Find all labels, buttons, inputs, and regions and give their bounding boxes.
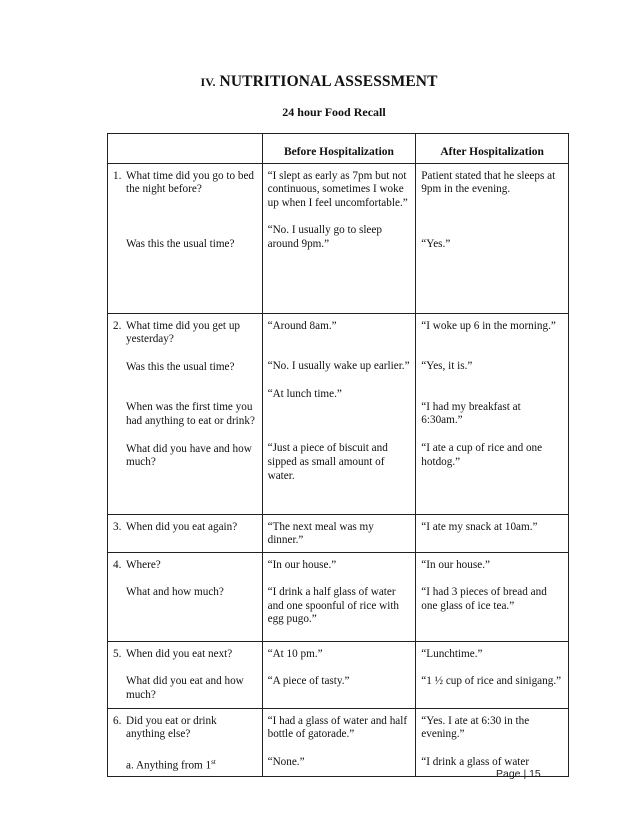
question-number: 6. xyxy=(113,714,122,727)
answer-text: “I ate a cup of rice and one hotdog.” xyxy=(421,441,543,468)
answer-text: “I ate my snack at 10am.” xyxy=(421,520,538,533)
header-after: After Hospitalization xyxy=(416,134,569,164)
table-row xyxy=(108,313,569,514)
food-recall-table xyxy=(107,133,569,777)
question-cell xyxy=(108,641,263,708)
section-title-text: NUTRITIONAL ASSESSMENT xyxy=(219,73,438,90)
answer-text: “Yes.” xyxy=(421,237,451,250)
question-text-part: a. Anything from 1 xyxy=(126,759,212,772)
answer-text: “I had my breakfast at 6:30am.” xyxy=(421,400,521,427)
after-cell xyxy=(416,552,569,641)
table-row xyxy=(108,708,569,777)
header-question xyxy=(108,134,263,164)
answer-text: “In our house.” xyxy=(421,558,490,571)
answer-text: “I had 3 pieces of bread and one glass of ice tea.” xyxy=(421,586,547,612)
answer-text: “I had a glass of water and half bottle of gatorade.” xyxy=(267,714,408,741)
after-cell xyxy=(416,708,569,777)
answer-text: “I woke up 6 in the morning.” xyxy=(421,319,556,332)
question-text: When did you eat again? xyxy=(126,520,238,533)
question-text: What and how much? xyxy=(126,586,224,599)
question-cell xyxy=(108,514,263,552)
question-text: What did you eat and how much? xyxy=(126,675,244,701)
answer-text: “A piece of tasty.” xyxy=(267,675,350,688)
before-cell xyxy=(262,552,416,641)
question-number: 5. xyxy=(113,647,122,660)
question-cell xyxy=(108,313,263,514)
question-cell xyxy=(108,552,263,641)
answer-text: “I drink a half glass of water and one spoonful of rice with egg pugo.” xyxy=(267,586,400,626)
page-number: Page | 15 xyxy=(496,768,541,780)
answer-text: “Around 8am.” xyxy=(267,319,337,332)
question-text: Was this the usual time? xyxy=(126,360,235,373)
answer-text: “I drink a glass of water xyxy=(421,755,530,768)
question-text: Did you eat or drink anything else? xyxy=(126,714,217,741)
header-row xyxy=(108,134,569,164)
answer-text: “No. I usually wake up earlier.” xyxy=(267,360,410,373)
after-cell xyxy=(416,514,569,552)
question-text xyxy=(113,756,257,773)
before-cell xyxy=(262,708,416,777)
question-cell xyxy=(108,708,263,777)
after-cell xyxy=(416,163,569,313)
before-cell xyxy=(262,514,416,552)
answer-text: “Lunchtime.” xyxy=(421,647,483,660)
before-cell xyxy=(262,163,416,313)
question-cell xyxy=(108,163,263,313)
ordinal-suffix: st xyxy=(211,757,216,766)
question-text: Where? xyxy=(126,558,161,571)
question-text: When did you eat next? xyxy=(126,647,233,660)
question-number: 4. xyxy=(113,558,122,571)
after-cell xyxy=(416,313,569,514)
table-row xyxy=(108,552,569,641)
answer-text: “Yes. I ate at 6:30 in the evening.” xyxy=(421,714,530,741)
question-text: What did you have and how much? xyxy=(126,442,252,469)
answer-text: Patient stated that he sleeps at 9pm in the evening. xyxy=(421,169,556,196)
table-row xyxy=(108,641,569,708)
answer-text: “At 10 pm.” xyxy=(267,647,323,660)
answer-text: “I slept as early as 7pm but not continuous, sometimes I woke up when I feel uncomfortable.” xyxy=(267,169,408,209)
answer-text: “Yes, it is.” xyxy=(421,360,473,373)
answer-text: “None.” xyxy=(267,755,305,768)
table-subtitle: 24 hour Food Recall xyxy=(282,105,386,119)
section-number: IV. xyxy=(200,75,216,89)
answer-text: “1 ½ cup of rice and sinigang.” xyxy=(421,675,562,688)
question-text: Was this the usual time? xyxy=(126,237,235,250)
answer-text: “In our house.” xyxy=(267,558,337,571)
after-cell xyxy=(416,641,569,708)
question-number: 1. xyxy=(113,169,122,182)
table-row xyxy=(108,163,569,313)
section-title xyxy=(0,73,638,91)
question-text: What time did you go to bed the night before? xyxy=(126,169,255,196)
answer-text: “At lunch time.” xyxy=(267,387,342,400)
question-text: When was the first time you had anything to eat or drink? xyxy=(126,401,255,427)
header-before: Before Hospitalization xyxy=(262,134,416,164)
question-number: 2. xyxy=(113,319,122,332)
before-cell xyxy=(262,641,416,708)
before-cell xyxy=(262,313,416,514)
table-row xyxy=(108,514,569,552)
question-text: What time did you get up yesterday? xyxy=(126,319,241,346)
question-number: 3. xyxy=(113,520,122,533)
answer-text: “The next meal was my dinner.” xyxy=(267,520,374,547)
answer-text: “Just a piece of biscuit and sipped as small amount of water. xyxy=(267,442,388,482)
answer-text: “No. I usually go to sleep around 9pm.” xyxy=(267,224,382,250)
